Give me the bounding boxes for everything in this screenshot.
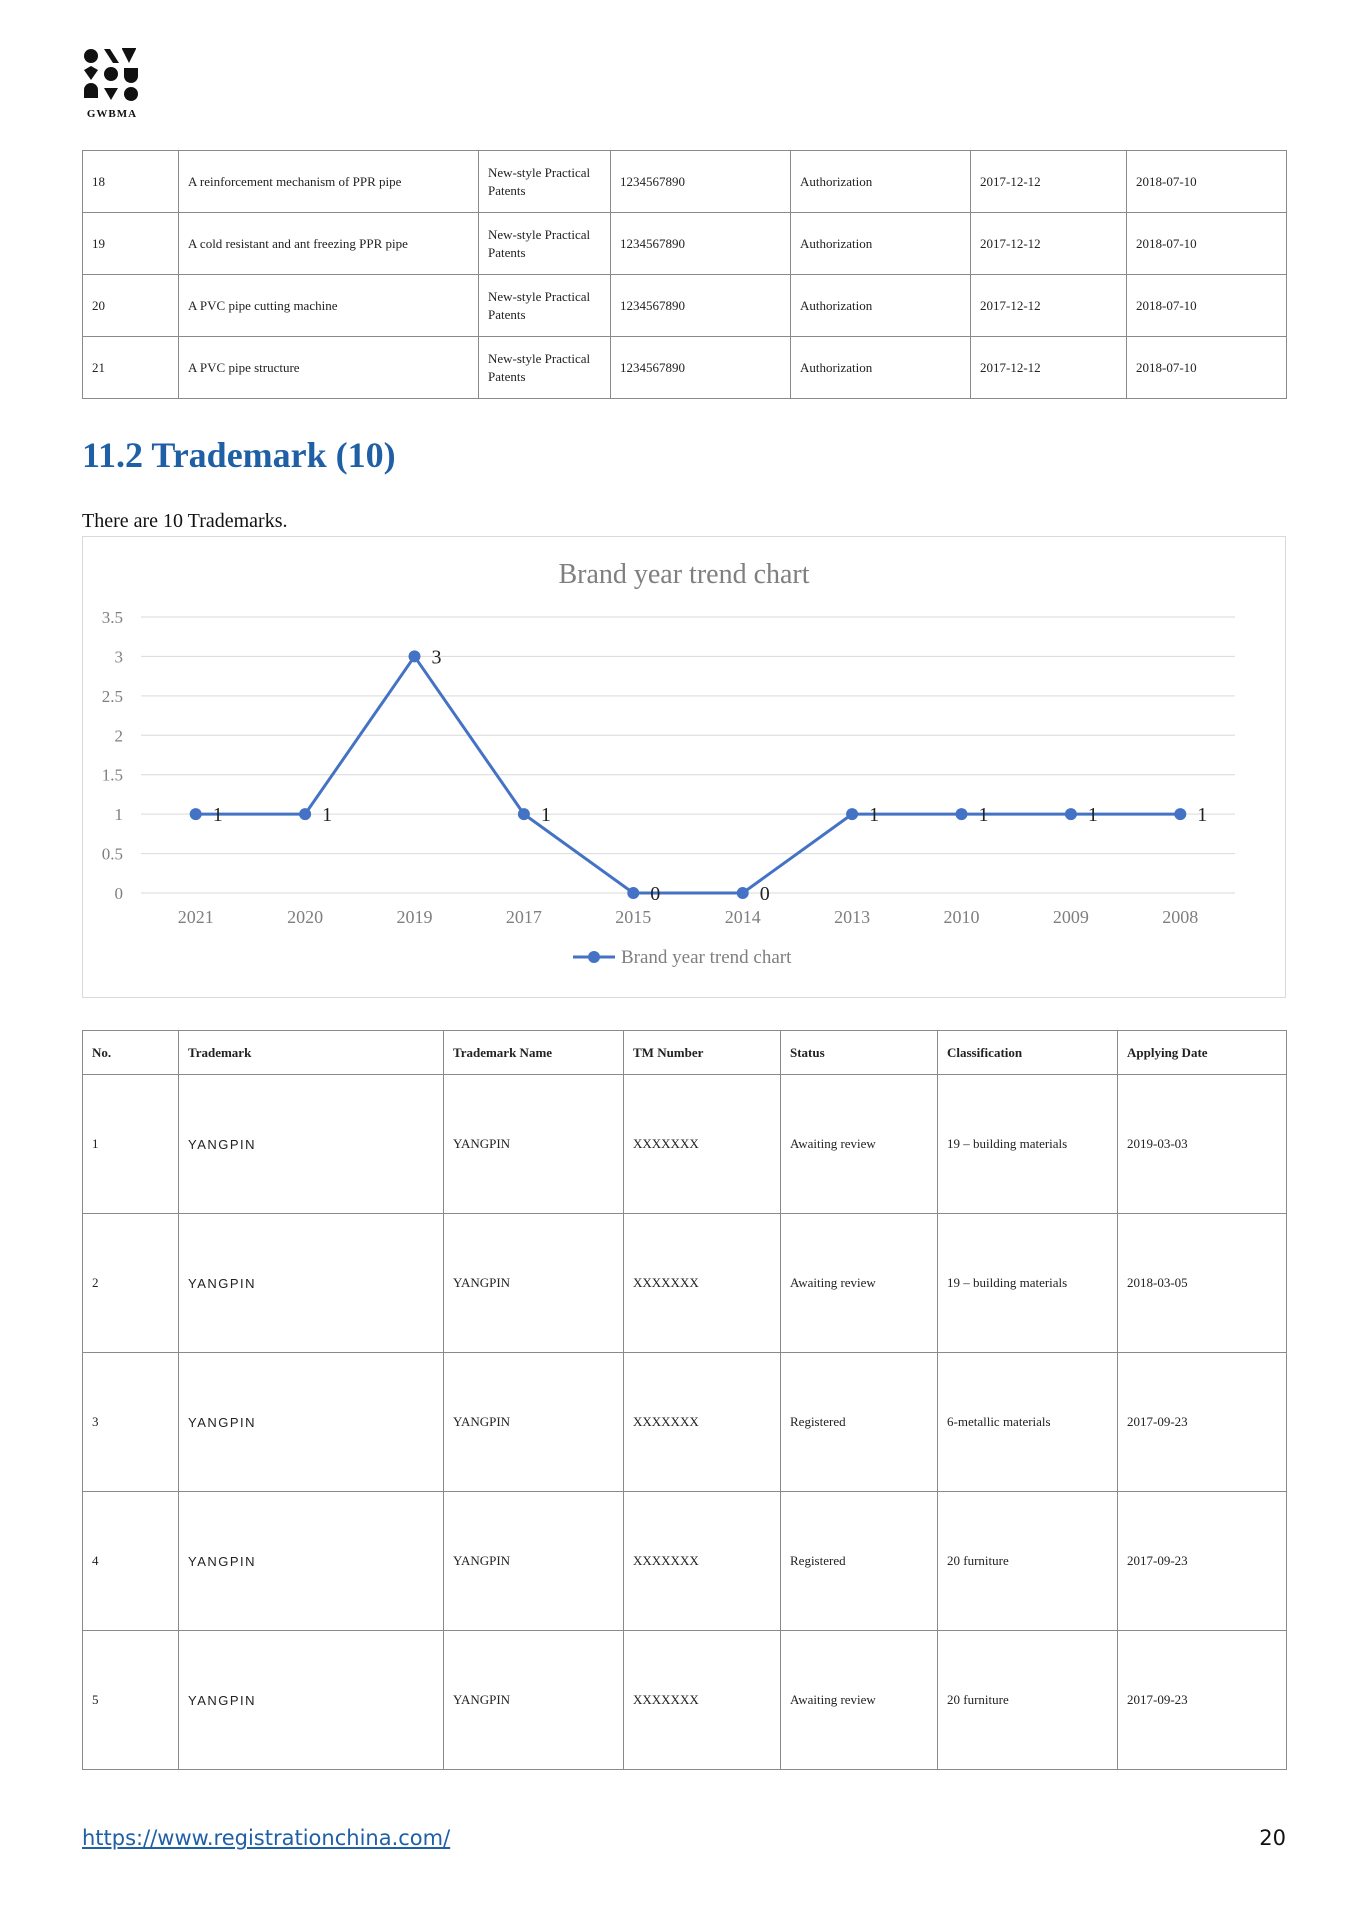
data-point — [190, 808, 202, 820]
patent-cell-name: A PVC pipe cutting machine — [179, 275, 479, 337]
data-label: 1 — [1197, 804, 1208, 827]
y-tick-label: 2 — [114, 726, 123, 746]
patent-cell-name: A cold resistant and ant freezing PPR pipe — [179, 213, 479, 275]
y-tick-label: 0 — [114, 884, 123, 903]
data-point — [737, 887, 749, 899]
trademark-header-cell: Status — [781, 1031, 938, 1075]
patent-cell-apply-date: 2017-12-12 — [971, 337, 1127, 399]
trademark-row — [83, 1353, 1287, 1492]
trademark-cell-date: 2017-09-23 — [1118, 1631, 1287, 1770]
trademark-cell-name: YANGPIN — [444, 1492, 624, 1631]
intro-text: There are 10 Trademarks. — [82, 510, 288, 532]
patent-cell-type: New-style Practical Patents — [479, 337, 611, 399]
trademark-cell-name: YANGPIN — [444, 1214, 624, 1353]
trademark-logo: YANGPIN — [179, 1492, 444, 1631]
trademark-cell-tm-number: XXXXXXX — [624, 1492, 781, 1631]
data-point — [846, 808, 858, 820]
patent-row — [83, 213, 1287, 275]
data-label: 0 — [759, 883, 770, 905]
data-label: 1 — [212, 804, 223, 827]
trademark-cell-classification: 20 furniture — [938, 1631, 1118, 1770]
y-tick-label: 3.5 — [101, 608, 123, 627]
x-tick-label: 2015 — [615, 907, 652, 927]
patent-row — [83, 337, 1287, 399]
trademark-cell-status: Awaiting review — [781, 1631, 938, 1770]
patent-cell-status: Authorization — [791, 275, 971, 337]
data-point — [409, 650, 421, 662]
patent-cell-status: Authorization — [791, 151, 971, 213]
trademark-header-cell: Trademark — [179, 1031, 444, 1075]
footer-link[interactable]: https://www.registrationchina.com/ — [82, 1826, 451, 1850]
trademark-cell-no: 1 — [83, 1075, 179, 1214]
data-label: 1 — [978, 804, 989, 827]
trademark-cell-classification: 19 – building materials — [938, 1075, 1118, 1214]
trademark-cell-no: 4 — [83, 1492, 179, 1631]
x-tick-label: 2019 — [396, 907, 433, 927]
trademark-cell-classification: 20 furniture — [938, 1492, 1118, 1631]
patent-cell-auth-date: 2018-07-10 — [1127, 213, 1287, 275]
chart-svg — [83, 537, 1285, 997]
y-tick-label: 3 — [114, 647, 123, 667]
trademark-header-cell: TM Number — [624, 1031, 781, 1075]
patent-cell-apply-date: 2017-12-12 — [971, 275, 1127, 337]
data-point — [1065, 808, 1077, 820]
patent-cell-number: 1234567890 — [611, 151, 791, 213]
patent-cell-apply-date: 2017-12-12 — [971, 151, 1127, 213]
x-tick-label: 2017 — [505, 907, 542, 927]
patent-cell-auth-date: 2018-07-10 — [1127, 151, 1287, 213]
patent-cell-type: New-style Practical Patents — [479, 275, 611, 337]
patent-cell-name: A PVC pipe structure — [179, 337, 479, 399]
trademark-cell-classification: 19 – building materials — [938, 1214, 1118, 1353]
trademark-cell-name: YANGPIN — [444, 1353, 624, 1492]
trademark-cell-tm-number: XXXXXXX — [624, 1075, 781, 1214]
x-tick-label: 2008 — [1162, 907, 1199, 927]
patent-cell-no: 21 — [83, 337, 179, 399]
y-tick-label: 1.5 — [101, 765, 123, 785]
trademark-row — [83, 1075, 1287, 1214]
trademark-cell-status: Awaiting review — [781, 1075, 938, 1214]
x-tick-label: 2010 — [943, 907, 980, 927]
patent-row — [83, 275, 1287, 337]
data-label: 3 — [431, 646, 442, 669]
trademark-cell-name: YANGPIN — [444, 1631, 624, 1770]
page-number: 20 — [1259, 1826, 1286, 1850]
section-heading: 11.2 Trademark (10) — [82, 435, 396, 475]
legend-label: Brand year trend chart — [621, 947, 792, 968]
trademark-cell-name: YANGPIN — [444, 1075, 624, 1214]
legend-marker — [588, 951, 600, 963]
patent-cell-status: Authorization — [791, 337, 971, 399]
trademark-cell-date: 2017-09-23 — [1118, 1353, 1287, 1492]
trademark-cell-tm-number: XXXXXXX — [624, 1631, 781, 1770]
trademark-cell-tm-number: XXXXXXX — [624, 1353, 781, 1492]
y-tick-label: 1 — [114, 805, 123, 825]
trademark-cell-status: Registered — [781, 1353, 938, 1492]
x-tick-label: 2021 — [177, 907, 214, 927]
data-point — [956, 808, 968, 820]
trademark-cell-status: Awaiting review — [781, 1214, 938, 1353]
trademark-header-row — [83, 1031, 1287, 1075]
trademark-header-cell: Classification — [938, 1031, 1118, 1075]
patent-cell-no: 18 — [83, 151, 179, 213]
data-point — [299, 808, 311, 820]
x-tick-label: 2009 — [1052, 907, 1089, 927]
patent-cell-no: 19 — [83, 213, 179, 275]
gwbma-logo — [82, 48, 142, 120]
patent-cell-status: Authorization — [791, 213, 971, 275]
trademark-row — [83, 1492, 1287, 1631]
patent-cell-auth-date: 2018-07-10 — [1127, 337, 1287, 399]
trademark-cell-status: Registered — [781, 1492, 938, 1631]
trademark-header-cell: Trademark Name — [444, 1031, 624, 1075]
patent-cell-no: 20 — [83, 275, 179, 337]
trademark-row — [83, 1631, 1287, 1770]
data-point — [627, 887, 639, 899]
patent-cell-type: New-style Practical Patents — [479, 151, 611, 213]
trademark-cell-no: 2 — [83, 1214, 179, 1353]
data-label: 1 — [322, 804, 333, 827]
patent-row — [83, 151, 1287, 213]
trademark-logo: YANGPIN — [179, 1353, 444, 1492]
trademark-cell-tm-number: XXXXXXX — [624, 1214, 781, 1353]
trademark-table — [82, 1030, 1287, 1770]
x-tick-label: 2014 — [724, 907, 761, 927]
trademark-cell-date: 2018-03-05 — [1118, 1214, 1287, 1353]
patent-cell-apply-date: 2017-12-12 — [971, 213, 1127, 275]
patent-cell-number: 1234567890 — [611, 213, 791, 275]
patent-table-body — [83, 151, 1287, 399]
trademark-logo: YANGPIN — [179, 1214, 444, 1353]
y-tick-label: 0.5 — [101, 844, 123, 864]
logo-text: GWBMA — [86, 108, 138, 120]
trademark-cell-no: 3 — [83, 1353, 179, 1492]
trademark-cell-date: 2019-03-03 — [1118, 1075, 1287, 1214]
gwbma-logo-icon — [82, 48, 142, 106]
trademark-cell-no: 5 — [83, 1631, 179, 1770]
patent-cell-name: A reinforcement mechanism of PPR pipe — [179, 151, 479, 213]
brand-trend-chart — [82, 536, 1286, 998]
trademark-header-cell: Applying Date — [1118, 1031, 1287, 1075]
data-label: 0 — [650, 883, 661, 905]
x-tick-label: 2013 — [834, 907, 871, 927]
trademark-logo: YANGPIN — [179, 1075, 444, 1214]
trademark-header-cell: No. — [83, 1031, 179, 1075]
patent-cell-type: New-style Practical Patents — [479, 213, 611, 275]
patent-table — [82, 150, 1287, 399]
trademark-row — [83, 1214, 1287, 1353]
data-label: 1 — [869, 804, 880, 827]
trademark-cell-date: 2017-09-23 — [1118, 1492, 1287, 1631]
trademark-logo: YANGPIN — [179, 1631, 444, 1770]
x-tick-label: 2020 — [287, 907, 324, 927]
patent-cell-auth-date: 2018-07-10 — [1127, 275, 1287, 337]
chart-title: Brand year trend chart — [558, 559, 810, 590]
y-tick-label: 2.5 — [101, 686, 123, 706]
data-point — [1174, 808, 1186, 820]
trademark-table-body — [83, 1075, 1287, 1770]
patent-cell-number: 1234567890 — [611, 337, 791, 399]
data-label: 1 — [1087, 804, 1098, 827]
trademark-cell-classification: 6-metallic materials — [938, 1353, 1118, 1492]
data-point — [518, 808, 530, 820]
patent-cell-number: 1234567890 — [611, 275, 791, 337]
data-label: 1 — [540, 804, 551, 827]
